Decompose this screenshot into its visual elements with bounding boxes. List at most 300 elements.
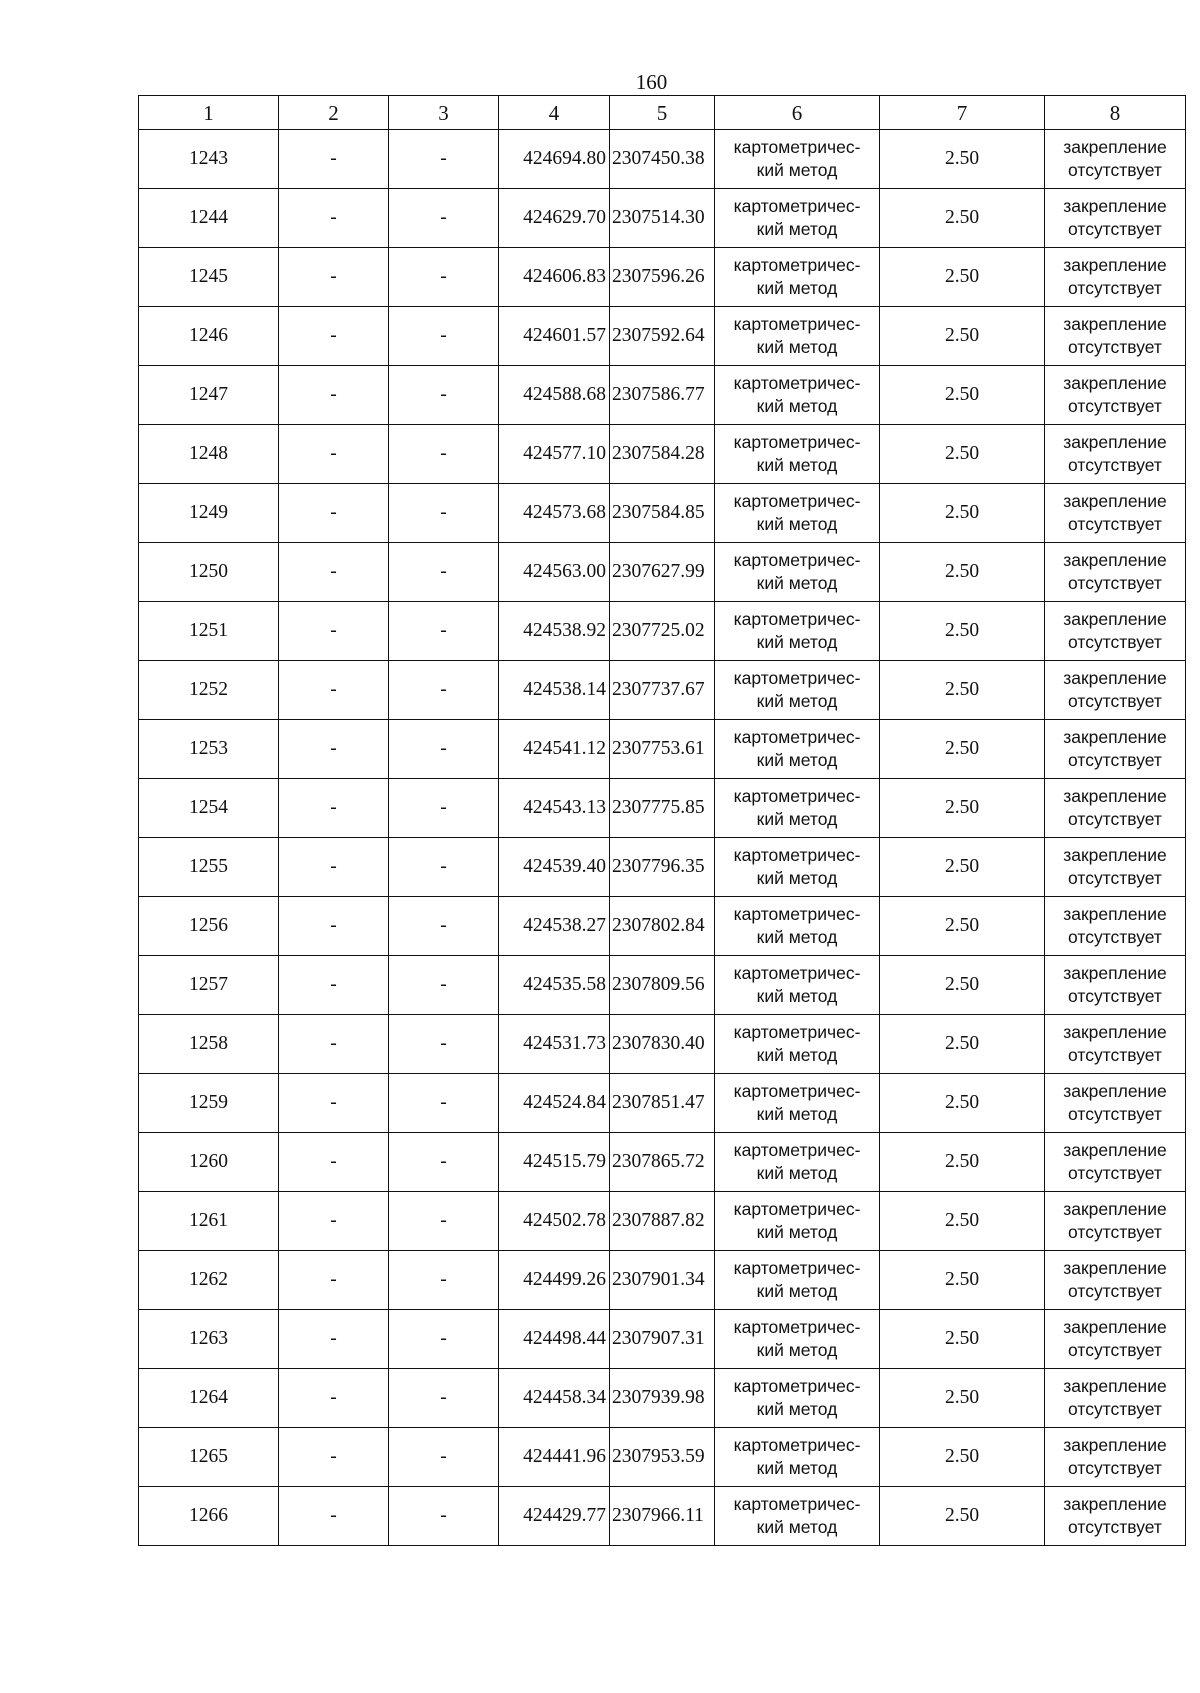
table-row — [139, 1074, 1186, 1133]
col3-cell: - — [389, 307, 499, 366]
table-row — [139, 838, 1186, 897]
col2-cell: - — [279, 1133, 389, 1192]
col2-cell: - — [279, 543, 389, 602]
table-row — [139, 1487, 1186, 1546]
point-number-cell: 1264 — [139, 1369, 279, 1428]
col3-cell: - — [389, 1428, 499, 1487]
fixing-line-2: отсутствует — [1068, 1163, 1162, 1183]
method-line-2: кий метод — [756, 1458, 838, 1478]
fixing-cell — [1045, 1428, 1186, 1487]
y-coordinate-cell: 2307725.02 — [610, 602, 715, 661]
col3-cell: - — [389, 248, 499, 307]
fixing-line-1: закрепление — [1063, 137, 1167, 157]
method-line-2: кий метод — [756, 632, 838, 652]
point-number-cell: 1243 — [139, 130, 279, 189]
table-row — [139, 248, 1186, 307]
point-number-cell: 1259 — [139, 1074, 279, 1133]
method-line-2: кий метод — [756, 278, 838, 298]
method-line-2: кий метод — [756, 1281, 838, 1301]
method-line-2: кий метод — [756, 986, 838, 1006]
fixing-line-2: отсутствует — [1068, 160, 1162, 180]
fixing-line-1: закрепление — [1063, 1258, 1167, 1278]
fixing-line-1: закрепление — [1063, 255, 1167, 275]
fixing-line-2: отсутствует — [1068, 750, 1162, 770]
accuracy-cell: 2.50 — [880, 425, 1045, 484]
method-cell — [715, 248, 880, 307]
method-line-2: кий метод — [756, 868, 838, 888]
method-cell — [715, 720, 880, 779]
table-row — [139, 1251, 1186, 1310]
x-coordinate-cell: 424629.70 — [499, 189, 610, 248]
fixing-line-2: отсутствует — [1068, 986, 1162, 1006]
method-cell — [715, 1015, 880, 1074]
table-row — [139, 661, 1186, 720]
method-line-2: кий метод — [756, 1104, 838, 1124]
col3-cell: - — [389, 425, 499, 484]
x-coordinate-cell: 424535.58 — [499, 956, 610, 1015]
col2-cell: - — [279, 720, 389, 779]
fixing-line-2: отсутствует — [1068, 219, 1162, 239]
col3-cell: - — [389, 1015, 499, 1074]
fixing-line-1: закрепление — [1063, 609, 1167, 629]
method-cell — [715, 130, 880, 189]
col2-cell: - — [279, 1310, 389, 1369]
table-row — [139, 189, 1186, 248]
fixing-cell — [1045, 1192, 1186, 1251]
col3-cell: - — [389, 130, 499, 189]
method-line-1: картометричес- — [733, 255, 861, 275]
y-coordinate-cell: 2307802.84 — [610, 897, 715, 956]
y-coordinate-cell: 2307584.28 — [610, 425, 715, 484]
y-coordinate-cell: 2307830.40 — [610, 1015, 715, 1074]
method-line-1: картометричес- — [733, 1376, 861, 1396]
fixing-cell — [1045, 130, 1186, 189]
point-number-cell: 1260 — [139, 1133, 279, 1192]
fixing-cell — [1045, 897, 1186, 956]
fixing-line-2: отсутствует — [1068, 868, 1162, 888]
fixing-line-2: отсутствует — [1068, 927, 1162, 947]
col2-cell: - — [279, 425, 389, 484]
fixing-cell — [1045, 1487, 1186, 1546]
y-coordinate-cell: 2307596.26 — [610, 248, 715, 307]
fixing-line-1: закрепление — [1063, 1140, 1167, 1160]
table-row — [139, 366, 1186, 425]
y-coordinate-cell: 2307901.34 — [610, 1251, 715, 1310]
x-coordinate-cell: 424588.68 — [499, 366, 610, 425]
y-coordinate-cell: 2307450.38 — [610, 130, 715, 189]
method-line-2: кий метод — [756, 160, 838, 180]
method-line-1: картометричес- — [733, 1022, 861, 1042]
x-coordinate-cell: 424541.12 — [499, 720, 610, 779]
fixing-cell — [1045, 189, 1186, 248]
accuracy-cell: 2.50 — [880, 248, 1045, 307]
fixing-cell — [1045, 366, 1186, 425]
fixing-line-1: закрепление — [1063, 314, 1167, 334]
method-line-1: картометричес- — [733, 373, 861, 393]
x-coordinate-cell: 424531.73 — [499, 1015, 610, 1074]
y-coordinate-cell: 2307586.77 — [610, 366, 715, 425]
method-cell — [715, 307, 880, 366]
method-line-2: кий метод — [756, 1340, 838, 1360]
point-number-cell: 1262 — [139, 1251, 279, 1310]
fixing-line-1: закрепление — [1063, 1435, 1167, 1455]
method-cell — [715, 956, 880, 1015]
table-body — [139, 130, 1186, 1546]
col3-cell: - — [389, 1369, 499, 1428]
accuracy-cell: 2.50 — [880, 1369, 1045, 1428]
method-line-1: картометричес- — [733, 668, 861, 688]
method-cell — [715, 1487, 880, 1546]
method-line-1: картометричес- — [733, 1258, 861, 1278]
point-number-cell: 1255 — [139, 838, 279, 897]
method-cell — [715, 1310, 880, 1369]
fixing-line-2: отсутствует — [1068, 1281, 1162, 1301]
point-number-cell: 1244 — [139, 189, 279, 248]
y-coordinate-cell: 2307887.82 — [610, 1192, 715, 1251]
y-coordinate-cell: 2307514.30 — [610, 189, 715, 248]
x-coordinate-cell: 424502.78 — [499, 1192, 610, 1251]
x-coordinate-cell: 424498.44 — [499, 1310, 610, 1369]
table-row — [139, 1192, 1186, 1251]
fixing-line-2: отсутствует — [1068, 278, 1162, 298]
fixing-line-2: отсутствует — [1068, 514, 1162, 534]
method-line-1: картометричес- — [733, 137, 861, 157]
table-row — [139, 1133, 1186, 1192]
fixing-line-1: закрепление — [1063, 963, 1167, 983]
point-number-cell: 1257 — [139, 956, 279, 1015]
method-line-2: кий метод — [756, 809, 838, 829]
fixing-line-1: закрепление — [1063, 1199, 1167, 1219]
method-line-2: кий метод — [756, 750, 838, 770]
method-line-2: кий метод — [756, 573, 838, 593]
fixing-cell — [1045, 1369, 1186, 1428]
method-line-1: картометричес- — [733, 727, 861, 747]
method-line-1: картометричес- — [733, 550, 861, 570]
method-cell — [715, 897, 880, 956]
col3-cell: - — [389, 897, 499, 956]
fixing-line-1: закрепление — [1063, 727, 1167, 747]
col3-cell: - — [389, 1133, 499, 1192]
fixing-cell — [1045, 602, 1186, 661]
column-header: 7 — [880, 96, 1045, 130]
page-number: 160 — [635, 70, 668, 94]
col2-cell: - — [279, 1428, 389, 1487]
col2-cell: - — [279, 484, 389, 543]
col2-cell: - — [279, 779, 389, 838]
y-coordinate-cell: 2307592.64 — [610, 307, 715, 366]
fixing-cell — [1045, 307, 1186, 366]
col2-cell: - — [279, 248, 389, 307]
point-number-cell: 1248 — [139, 425, 279, 484]
col3-cell: - — [389, 1310, 499, 1369]
method-line-2: кий метод — [756, 337, 838, 357]
table-row — [139, 484, 1186, 543]
column-header: 5 — [610, 96, 715, 130]
fixing-line-2: отсутствует — [1068, 1399, 1162, 1419]
accuracy-cell: 2.50 — [880, 189, 1045, 248]
table-row — [139, 1369, 1186, 1428]
x-coordinate-cell: 424538.92 — [499, 602, 610, 661]
fixing-line-1: закрепление — [1063, 845, 1167, 865]
col3-cell: - — [389, 1192, 499, 1251]
fixing-cell — [1045, 661, 1186, 720]
fixing-line-2: отсутствует — [1068, 632, 1162, 652]
column-header: 6 — [715, 96, 880, 130]
method-cell — [715, 425, 880, 484]
method-cell — [715, 1074, 880, 1133]
method-cell — [715, 543, 880, 602]
y-coordinate-cell: 2307775.85 — [610, 779, 715, 838]
fixing-cell — [1045, 248, 1186, 307]
col2-cell: - — [279, 307, 389, 366]
col2-cell: - — [279, 1487, 389, 1546]
point-number-cell: 1246 — [139, 307, 279, 366]
y-coordinate-cell: 2307753.61 — [610, 720, 715, 779]
fixing-cell — [1045, 484, 1186, 543]
y-coordinate-cell: 2307627.99 — [610, 543, 715, 602]
x-coordinate-cell: 424539.40 — [499, 838, 610, 897]
col3-cell: - — [389, 1074, 499, 1133]
fixing-line-1: закрепление — [1063, 491, 1167, 511]
method-cell — [715, 1251, 880, 1310]
fixing-line-2: отсутствует — [1068, 1222, 1162, 1242]
method-cell — [715, 484, 880, 543]
accuracy-cell: 2.50 — [880, 484, 1045, 543]
fixing-cell — [1045, 1310, 1186, 1369]
method-cell — [715, 1192, 880, 1251]
col3-cell: - — [389, 602, 499, 661]
fixing-cell — [1045, 425, 1186, 484]
table-row — [139, 425, 1186, 484]
method-cell — [715, 602, 880, 661]
x-coordinate-cell: 424441.96 — [499, 1428, 610, 1487]
method-line-2: кий метод — [756, 514, 838, 534]
fixing-line-1: закрепление — [1063, 1317, 1167, 1337]
method-cell — [715, 1369, 880, 1428]
method-line-1: картометричес- — [733, 432, 861, 452]
col2-cell: - — [279, 897, 389, 956]
method-cell — [715, 366, 880, 425]
col2-cell: - — [279, 1074, 389, 1133]
fixing-line-1: закрепление — [1063, 550, 1167, 570]
fixing-line-2: отсутствует — [1068, 573, 1162, 593]
method-line-1: картометричес- — [733, 1081, 861, 1101]
table-row — [139, 307, 1186, 366]
x-coordinate-cell: 424458.34 — [499, 1369, 610, 1428]
method-line-1: картометричес- — [733, 609, 861, 629]
accuracy-cell: 2.50 — [880, 1487, 1045, 1546]
y-coordinate-cell: 2307584.85 — [610, 484, 715, 543]
table-row — [139, 720, 1186, 779]
fixing-cell — [1045, 1133, 1186, 1192]
col3-cell: - — [389, 956, 499, 1015]
point-number-cell: 1263 — [139, 1310, 279, 1369]
header-row — [139, 96, 1186, 130]
y-coordinate-cell: 2307737.67 — [610, 661, 715, 720]
y-coordinate-cell: 2307953.59 — [610, 1428, 715, 1487]
accuracy-cell: 2.50 — [880, 1428, 1045, 1487]
x-coordinate-cell: 424577.10 — [499, 425, 610, 484]
accuracy-cell: 2.50 — [880, 661, 1045, 720]
x-coordinate-cell: 424543.13 — [499, 779, 610, 838]
y-coordinate-cell: 2307966.11 — [610, 1487, 715, 1546]
x-coordinate-cell: 424499.26 — [499, 1251, 610, 1310]
accuracy-cell: 2.50 — [880, 720, 1045, 779]
accuracy-cell: 2.50 — [880, 1074, 1045, 1133]
method-line-1: картометричес- — [733, 1199, 861, 1219]
point-number-cell: 1245 — [139, 248, 279, 307]
fixing-cell — [1045, 779, 1186, 838]
fixing-line-2: отсутствует — [1068, 1517, 1162, 1537]
col2-cell: - — [279, 1015, 389, 1074]
col2-cell: - — [279, 602, 389, 661]
point-number-cell: 1251 — [139, 602, 279, 661]
method-line-2: кий метод — [756, 455, 838, 475]
fixing-line-2: отсутствует — [1068, 455, 1162, 475]
point-number-cell: 1256 — [139, 897, 279, 956]
accuracy-cell: 2.50 — [880, 1015, 1045, 1074]
col2-cell: - — [279, 130, 389, 189]
table-row — [139, 779, 1186, 838]
y-coordinate-cell: 2307907.31 — [610, 1310, 715, 1369]
fixing-cell — [1045, 838, 1186, 897]
fixing-line-1: закрепление — [1063, 1022, 1167, 1042]
method-line-2: кий метод — [756, 927, 838, 947]
method-cell — [715, 189, 880, 248]
x-coordinate-cell: 424606.83 — [499, 248, 610, 307]
point-number-cell: 1258 — [139, 1015, 279, 1074]
x-coordinate-cell: 424538.14 — [499, 661, 610, 720]
fixing-line-1: закрепление — [1063, 1494, 1167, 1514]
accuracy-cell: 2.50 — [880, 838, 1045, 897]
point-number-cell: 1253 — [139, 720, 279, 779]
fixing-line-2: отсутствует — [1068, 337, 1162, 357]
col2-cell: - — [279, 838, 389, 897]
accuracy-cell: 2.50 — [880, 130, 1045, 189]
method-line-2: кий метод — [756, 1163, 838, 1183]
method-line-1: картометричес- — [733, 1317, 861, 1337]
point-number-cell: 1250 — [139, 543, 279, 602]
table-row — [139, 897, 1186, 956]
table-row — [139, 130, 1186, 189]
accuracy-cell: 2.50 — [880, 897, 1045, 956]
accuracy-cell: 2.50 — [880, 543, 1045, 602]
point-number-cell: 1252 — [139, 661, 279, 720]
x-coordinate-cell: 424573.68 — [499, 484, 610, 543]
fixing-line-1: закрепление — [1063, 196, 1167, 216]
point-number-cell: 1266 — [139, 1487, 279, 1546]
method-cell — [715, 1133, 880, 1192]
fixing-line-2: отсутствует — [1068, 1045, 1162, 1065]
fixing-line-2: отсутствует — [1068, 1340, 1162, 1360]
fixing-cell — [1045, 1015, 1186, 1074]
method-line-2: кий метод — [756, 1045, 838, 1065]
method-cell — [715, 661, 880, 720]
fixing-cell — [1045, 956, 1186, 1015]
x-coordinate-cell: 424694.80 — [499, 130, 610, 189]
col3-cell: - — [389, 189, 499, 248]
method-line-1: картометричес- — [733, 196, 861, 216]
x-coordinate-cell: 424538.27 — [499, 897, 610, 956]
y-coordinate-cell: 2307865.72 — [610, 1133, 715, 1192]
table-row — [139, 602, 1186, 661]
col2-cell: - — [279, 661, 389, 720]
col3-cell: - — [389, 484, 499, 543]
accuracy-cell: 2.50 — [880, 1310, 1045, 1369]
col2-cell: - — [279, 189, 389, 248]
table-row — [139, 1310, 1186, 1369]
col2-cell: - — [279, 1251, 389, 1310]
column-header: 3 — [389, 96, 499, 130]
accuracy-cell: 2.50 — [880, 1133, 1045, 1192]
col3-cell: - — [389, 661, 499, 720]
accuracy-cell: 2.50 — [880, 602, 1045, 661]
col2-cell: - — [279, 366, 389, 425]
fixing-cell — [1045, 1074, 1186, 1133]
method-line-1: картометричес- — [733, 786, 861, 806]
method-line-2: кий метод — [756, 1222, 838, 1242]
coordinates-table — [138, 95, 1186, 1546]
col2-cell: - — [279, 956, 389, 1015]
method-line-1: картометричес- — [733, 904, 861, 924]
col3-cell: - — [389, 1487, 499, 1546]
x-coordinate-cell: 424515.79 — [499, 1133, 610, 1192]
fixing-line-1: закрепление — [1063, 786, 1167, 806]
fixing-line-2: отсутствует — [1068, 396, 1162, 416]
point-number-cell: 1265 — [139, 1428, 279, 1487]
fixing-line-2: отсутствует — [1068, 691, 1162, 711]
table-row — [139, 1015, 1186, 1074]
col2-cell: - — [279, 1192, 389, 1251]
col3-cell: - — [389, 779, 499, 838]
y-coordinate-cell: 2307939.98 — [610, 1369, 715, 1428]
y-coordinate-cell: 2307809.56 — [610, 956, 715, 1015]
x-coordinate-cell: 424429.77 — [499, 1487, 610, 1546]
x-coordinate-cell: 424524.84 — [499, 1074, 610, 1133]
method-line-1: картометричес- — [733, 1140, 861, 1160]
table-row — [139, 543, 1186, 602]
point-number-cell: 1249 — [139, 484, 279, 543]
fixing-line-1: закрепление — [1063, 668, 1167, 688]
fixing-cell — [1045, 543, 1186, 602]
column-header: 4 — [499, 96, 610, 130]
method-line-1: картометричес- — [733, 845, 861, 865]
fixing-line-1: закрепление — [1063, 904, 1167, 924]
fixing-cell — [1045, 720, 1186, 779]
fixing-cell — [1045, 1251, 1186, 1310]
x-coordinate-cell: 424601.57 — [499, 307, 610, 366]
fixing-line-1: закрепление — [1063, 373, 1167, 393]
method-line-2: кий метод — [756, 1399, 838, 1419]
fixing-line-1: закрепление — [1063, 1081, 1167, 1101]
method-line-1: картометричес- — [733, 963, 861, 983]
method-line-1: картометричес- — [733, 491, 861, 511]
accuracy-cell: 2.50 — [880, 779, 1045, 838]
x-coordinate-cell: 424563.00 — [499, 543, 610, 602]
method-line-1: картометричес- — [733, 1494, 861, 1514]
method-line-2: кий метод — [756, 396, 838, 416]
fixing-line-1: закрепление — [1063, 432, 1167, 452]
fixing-line-2: отсутствует — [1068, 1458, 1162, 1478]
accuracy-cell: 2.50 — [880, 1251, 1045, 1310]
point-number-cell: 1247 — [139, 366, 279, 425]
method-line-2: кий метод — [756, 1517, 838, 1537]
method-line-2: кий метод — [756, 691, 838, 711]
accuracy-cell: 2.50 — [880, 307, 1045, 366]
col3-cell: - — [389, 366, 499, 425]
col2-cell: - — [279, 1369, 389, 1428]
fixing-line-2: отсутствует — [1068, 1104, 1162, 1124]
